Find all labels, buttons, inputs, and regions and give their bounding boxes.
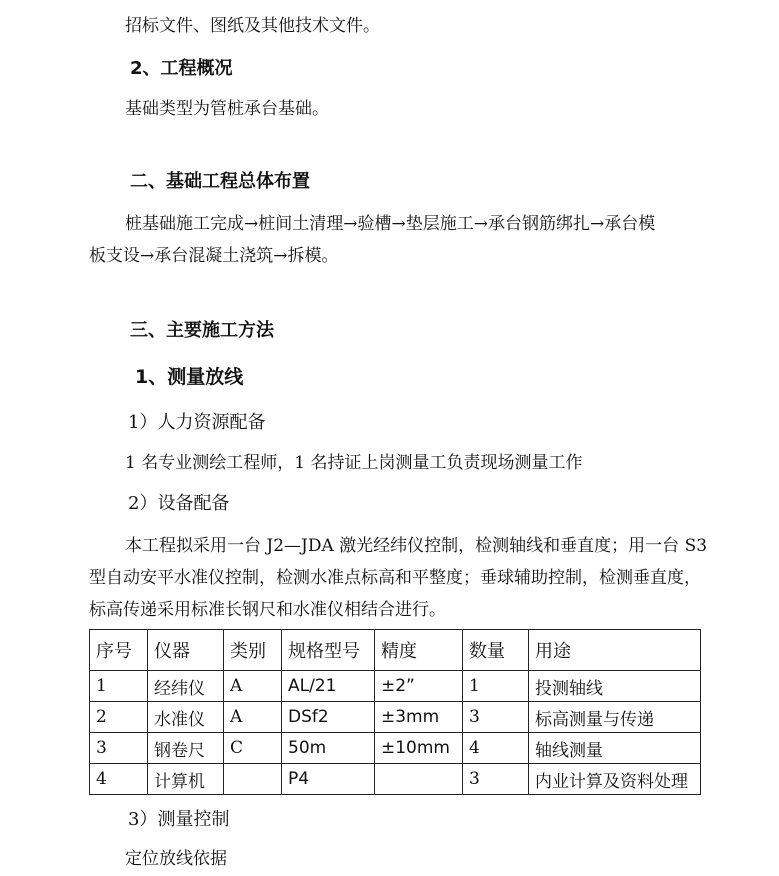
- table-cell: 3: [463, 702, 529, 733]
- table-cell: 4: [463, 733, 529, 764]
- paragraph-overview: 基础类型为管桩承台基础。: [125, 99, 329, 119]
- heading-equipment: 2）设备配备: [128, 493, 230, 514]
- table-cell: DSf2: [282, 702, 375, 733]
- table-header-cell: 类别: [224, 630, 282, 671]
- table-cell: ±2”: [375, 671, 463, 702]
- table-cell: 内业计算及资料处理: [529, 764, 701, 795]
- table-header-cell: 序号: [90, 630, 148, 671]
- heading-human-resources: 1）人力资源配备: [128, 412, 266, 433]
- table-cell: 计算机: [148, 764, 224, 795]
- table-header-cell: 数量: [463, 630, 529, 671]
- table-cell: C: [224, 733, 282, 764]
- paragraph-layout-line-1: 桩基础施工完成→桩间土清理→验槽→垫层施工→承台钢筋绑扎→承台模: [125, 214, 656, 234]
- paragraph-layout-line-2: 板支设→承台混凝土浇筑→拆模。: [89, 246, 339, 266]
- table-header-cell: 规格型号: [282, 630, 375, 671]
- table-header-cell: 仪器: [148, 630, 224, 671]
- table-cell: 1: [463, 671, 529, 702]
- table-cell: ±3mm: [375, 702, 463, 733]
- table-row: [90, 702, 701, 733]
- table-cell: ±10mm: [375, 733, 463, 764]
- table-header-cell: 精度: [375, 630, 463, 671]
- table-cell: 50m: [282, 733, 375, 764]
- paragraph-equipment-line-2: 型自动安平水准仪控制，检测水准点标高和平整度；垂球辅助控制，检测垂直度，: [89, 568, 701, 588]
- table-cell: 2: [90, 702, 148, 733]
- heading-layout: 二、基础工程总体布置: [130, 171, 310, 192]
- table-cell: 1: [90, 671, 148, 702]
- paragraph-equipment-line-1: 本工程拟采用一台 J2—JDA 激光经纬仪控制，检测轴线和垂直度；用一台 S3: [125, 536, 708, 556]
- table-cell: AL/21: [282, 671, 375, 702]
- heading-survey: 1、测量放线: [135, 366, 244, 388]
- table-cell: 4: [90, 764, 148, 795]
- table-row: [90, 764, 701, 795]
- table-header-cell: 用途: [529, 630, 701, 671]
- heading-overview: 2、工程概况: [130, 58, 233, 79]
- table-row: [90, 671, 701, 702]
- table-cell: 钢卷尺: [148, 733, 224, 764]
- paragraph-control: 定位放线依据: [125, 849, 227, 869]
- heading-control: 3）测量控制: [128, 809, 230, 830]
- table-cell: 3: [90, 733, 148, 764]
- paragraph-equipment-line-3: 标高传递采用标准长钢尺和水准仪相结合进行。: [89, 600, 446, 620]
- table-cell: 经纬仪: [148, 671, 224, 702]
- table-cell: [224, 764, 282, 795]
- table-cell: 标高测量与传递: [529, 702, 701, 733]
- table-cell: 3: [463, 764, 529, 795]
- intro-line: 招标文件、图纸及其他技术文件。: [125, 16, 380, 36]
- table-header-row: [90, 630, 701, 671]
- table-cell: [375, 764, 463, 795]
- equipment-table: [89, 629, 701, 795]
- table-row: [90, 733, 701, 764]
- paragraph-human-resources: 1 名专业测绘工程师，1 名持证上岗测量工负责现场测量工作: [125, 453, 583, 473]
- table-cell: 轴线测量: [529, 733, 701, 764]
- table-cell: 水准仪: [148, 702, 224, 733]
- table-cell: A: [224, 702, 282, 733]
- table-cell: P4: [282, 764, 375, 795]
- table-cell: A: [224, 671, 282, 702]
- table-cell: 投测轴线: [529, 671, 701, 702]
- heading-method: 三、主要施工方法: [130, 320, 274, 341]
